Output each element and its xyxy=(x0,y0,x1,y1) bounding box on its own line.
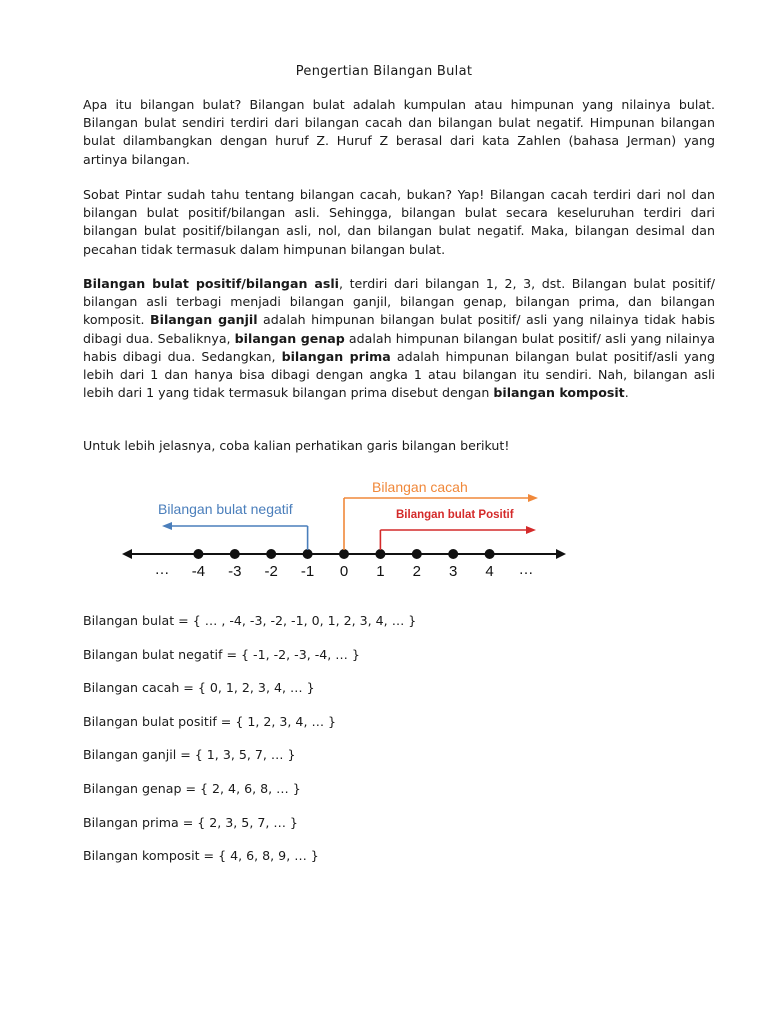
text-segment: , terdiri dari bilangan 1, 2, 3, dst. Bilangan bulat positif/ bilangan asli terbagi menjadi bilangan ganjil, bilangan genap, bilangan prima, dan bilangan komposit. xyxy=(83,276,715,328)
paragraph-intro: Apa itu bilangan bulat? Bilangan bulat adalah kumpulan atau himpunan yang nilainya bulat. Bilangan bulat sendiri terdiri dari bilangan cacah dan bilangan bulat negatif. Himpunan bilangan bulat dilambangkan dengan huruf Z. Huruf Z berasal dari kata Zahlen (bahasa Jerman) yang artinya bilangan. xyxy=(83,97,715,167)
tick-dot xyxy=(230,549,240,559)
label-bilangan-bulat-positif: Bilangan bulat Positif xyxy=(396,509,514,521)
tick-label: 2 xyxy=(412,563,421,580)
text-segment: adalah himpunan bilangan bulat positif/ asli yang nilainya habis dibagi dua. Sedangkan, xyxy=(83,330,715,364)
tick-label: … xyxy=(154,561,170,578)
paragraph-number-line-intro: Untuk lebih jelasnya, coba kalian perhatikan garis bilangan berikut! xyxy=(83,438,510,453)
tick-label: -4 xyxy=(191,563,206,580)
tick-label: 0 xyxy=(339,563,349,580)
tick-label: 3 xyxy=(449,563,458,580)
paragraph-bilangan-positif xyxy=(83,275,715,402)
set-bilangan-komposit: Bilangan komposit = { 4, 6, 8, 9, … } xyxy=(83,848,319,864)
tick-dot xyxy=(448,549,458,559)
whole-arrow-icon xyxy=(528,494,538,502)
tick-dot xyxy=(193,549,203,559)
set-bilangan-prima: Bilangan prima = { 2, 3, 5, 7, … } xyxy=(83,814,298,830)
tick-dot xyxy=(412,549,422,559)
tick-label: -3 xyxy=(228,563,242,580)
positive-arrow-icon xyxy=(526,526,536,534)
negative-arrow-icon xyxy=(162,522,172,530)
term-bilangan-prima: bilangan prima xyxy=(281,348,391,364)
set-bilangan-genap: Bilangan genap = { 2, 4, 6, 8, … } xyxy=(83,780,301,796)
tick-label: -1 xyxy=(300,563,315,580)
term-bilangan-genap: bilangan genap xyxy=(234,330,345,346)
page-title: Pengertian Bilangan Bulat xyxy=(295,64,473,79)
set-bilangan-ganjil: Bilangan ganjil = { 1, 3, 5, 7, … } xyxy=(83,747,296,763)
set-bilangan-bulat-negatif: Bilangan bulat negatif = { -1, -2, -3, -4, … } xyxy=(83,646,360,662)
text-segment: . xyxy=(624,385,629,401)
tick-dot xyxy=(266,549,276,559)
term-bilangan-ganjil: Bilangan ganjil xyxy=(150,312,258,328)
set-bilangan-bulat-positif: Bilangan bulat positif = { 1, 2, 3, 4, … } xyxy=(83,713,337,729)
tick-label: 1 xyxy=(376,563,385,580)
label-bilangan-bulat-negatif: Bilangan bulat negatif xyxy=(158,501,293,517)
number-line-diagram xyxy=(110,468,580,588)
tick-dot xyxy=(339,549,349,559)
tick-dot xyxy=(485,549,495,559)
tick-dot xyxy=(303,549,313,559)
text-segment: adalah himpunan bilangan bulat positif/asli yang lebih dari 1 dan hanya bisa dibagi dengan angka 1 atau bilangan itu sendiri. Nah, bilangan asli lebih dari 1 yang tidak termasuk bilangan prima disebut dengan xyxy=(83,348,715,401)
term-bilangan-asli: Bilangan bulat positif/bilangan asli xyxy=(83,276,339,291)
sets-list xyxy=(83,612,416,881)
tick-label: 4 xyxy=(485,563,494,580)
paragraph-bilangan-cacah: Sobat Pintar sudah tahu tentang bilangan cacah, bukan? Yap! Bilangan cacah terdiri dari nol dan bilangan bulat positif/bilangan asli. Sehingga, bilangan bulat secara keseluruhan terdiri dari bilangan bulat positif/bilangan asli, nol, dan bilangan bulat negatif. Maka, bilangan desimal dan pecahan tidak termasuk dalam himpunan bilangan bulat. xyxy=(83,187,715,257)
set-bilangan-cacah: Bilangan cacah = { 0, 1, 2, 3, 4, … } xyxy=(83,680,315,696)
label-bilangan-cacah: Bilangan cacah xyxy=(372,479,468,495)
term-bilangan-komposit: bilangan komposit xyxy=(493,385,625,401)
axis-arrow-left-icon xyxy=(122,549,132,559)
tick-label: … xyxy=(518,561,534,578)
axis-arrow-right-icon xyxy=(556,549,566,559)
text-segment: adalah himpunan bilangan bulat positif/ asli yang nilainya tidak habis dibagi dua. Sebaliknya, xyxy=(83,312,715,346)
tick-label: -2 xyxy=(264,563,278,580)
set-bilangan-bulat: Bilangan bulat = { … , -4, -3, -2, -1, 0, 1, 2, 3, 4, … } xyxy=(83,613,417,628)
tick-dot xyxy=(375,549,385,559)
